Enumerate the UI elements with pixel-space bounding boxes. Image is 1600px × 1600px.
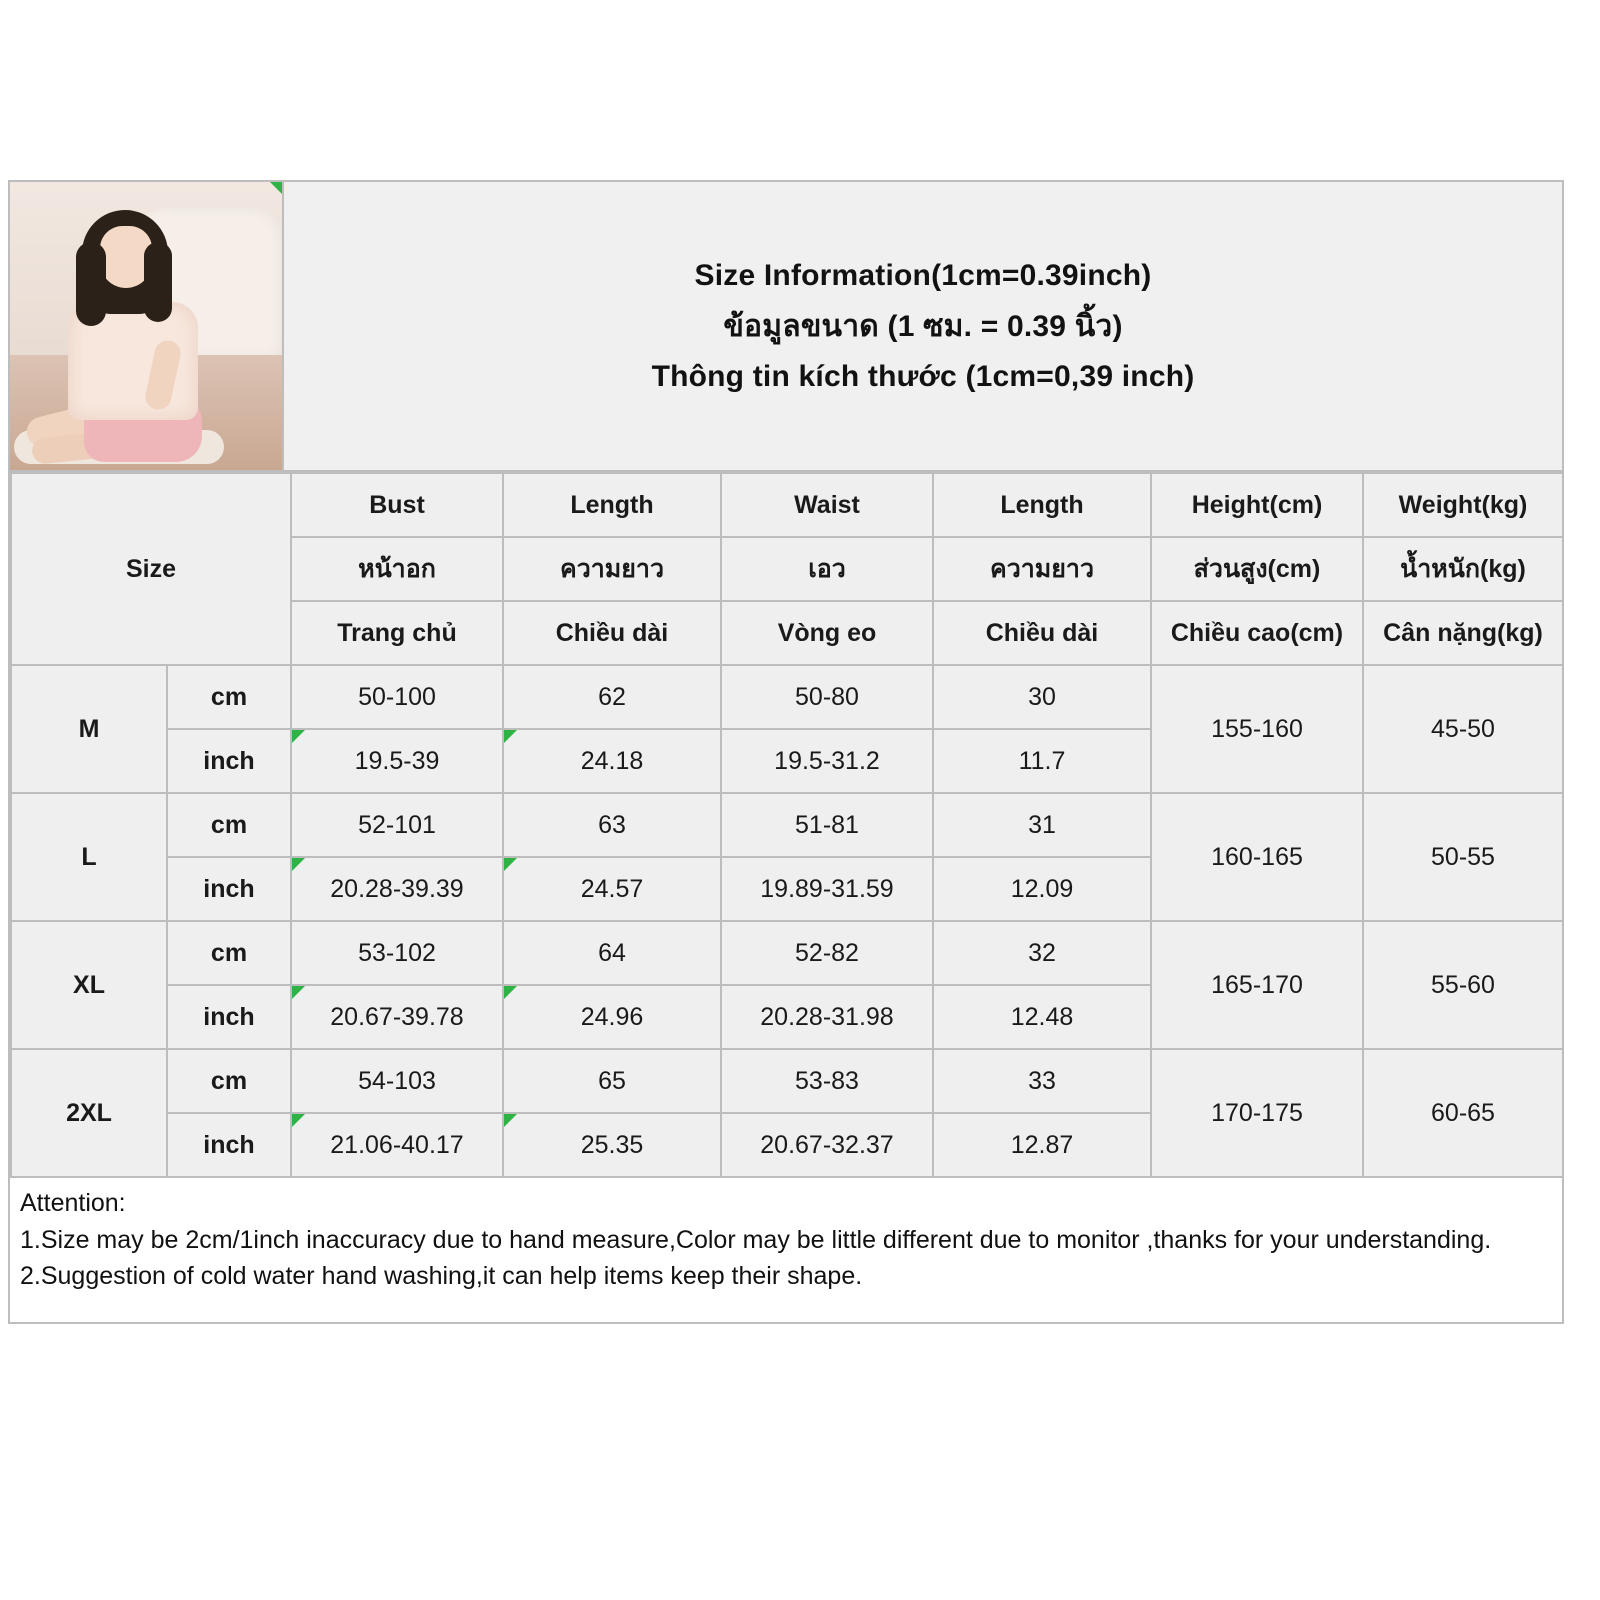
col-header-waist-vi: Vòng eo xyxy=(721,601,933,665)
xl-cm-bust: 53-102 xyxy=(291,921,503,985)
xxl-cm-length2: 33 xyxy=(933,1049,1151,1113)
title-line-th: ข้อมูลขนาด (1 ซม. = 0.39 นิ้ว) xyxy=(723,309,1123,343)
attention-block xyxy=(10,1178,1562,1322)
col-header-length2-en: Length xyxy=(933,473,1151,537)
attention-line-1: 1.Size may be 2cm/1inch inaccuracy due to hand measure,Color may be little different due to monitor ,thanks for your understanding. xyxy=(20,1225,1492,1254)
xl-inch-length1: 24.96 xyxy=(503,985,721,1049)
model-photo xyxy=(10,182,284,470)
table-row xyxy=(11,665,1563,729)
col-header-bust-th: หน้าอก xyxy=(291,537,503,601)
col-header-waist-th: เอว xyxy=(721,537,933,601)
unit-inch-2xl: inch xyxy=(167,1113,291,1177)
col-header-bust-en: Bust xyxy=(291,473,503,537)
l-cm-length2: 31 xyxy=(933,793,1151,857)
unit-inch-xl: inch xyxy=(167,985,291,1049)
unit-cm-2xl: cm xyxy=(167,1049,291,1113)
table-row xyxy=(11,793,1563,857)
m-inch-waist: 19.5-31.2 xyxy=(721,729,933,793)
xxl-inch-bust: 21.06-40.17 xyxy=(291,1113,503,1177)
table-row xyxy=(11,1049,1563,1113)
unit-cm-xl: cm xyxy=(167,921,291,985)
m-cm-length2: 30 xyxy=(933,665,1151,729)
green-corner-marker-icon xyxy=(292,1114,305,1127)
col-header-weight-vi: Cân nặng(kg) xyxy=(1363,601,1563,665)
attention-heading: Attention: xyxy=(20,1189,126,1217)
l-inch-waist: 19.89-31.59 xyxy=(721,857,933,921)
xxl-inch-length1: 25.35 xyxy=(503,1113,721,1177)
l-cm-bust: 52-101 xyxy=(291,793,503,857)
col-header-height-vi: Chiều cao(cm) xyxy=(1151,601,1363,665)
xl-cm-waist: 52-82 xyxy=(721,921,933,985)
unit-cm-m: cm xyxy=(167,665,291,729)
l-cm-length1: 63 xyxy=(503,793,721,857)
col-header-length1-th: ความยาว xyxy=(503,537,721,601)
col-header-weight-en: Weight(kg) xyxy=(1363,473,1563,537)
col-header-length1-en: Length xyxy=(503,473,721,537)
l-inch-bust: 20.28-39.39 xyxy=(291,857,503,921)
chart-header-band xyxy=(10,182,1562,472)
unit-cm-l: cm xyxy=(167,793,291,857)
green-corner-marker-icon xyxy=(504,986,517,999)
unit-inch-m: inch xyxy=(167,729,291,793)
col-header-length2-th: ความยาว xyxy=(933,537,1151,601)
green-corner-marker-icon xyxy=(292,986,305,999)
green-corner-marker-icon xyxy=(292,730,305,743)
size-word-cell: Size xyxy=(11,473,291,665)
m-cm-waist: 50-80 xyxy=(721,665,933,729)
xxl-inch-waist: 20.67-32.37 xyxy=(721,1113,933,1177)
m-height: 155-160 xyxy=(1151,665,1363,793)
xxl-cm-bust: 54-103 xyxy=(291,1049,503,1113)
xl-weight: 55-60 xyxy=(1363,921,1563,1049)
l-inch-length2: 12.09 xyxy=(933,857,1151,921)
size-table xyxy=(10,472,1564,1178)
m-inch-length1: 24.18 xyxy=(503,729,721,793)
size-chart-sheet xyxy=(8,180,1564,1324)
green-corner-marker-icon xyxy=(268,182,284,196)
xxl-cm-length1: 65 xyxy=(503,1049,721,1113)
m-inch-bust: 19.5-39 xyxy=(291,729,503,793)
col-header-length1-vi: Chiều dài xyxy=(503,601,721,665)
m-weight: 45-50 xyxy=(1363,665,1563,793)
green-corner-marker-icon xyxy=(292,858,305,871)
xl-inch-waist: 20.28-31.98 xyxy=(721,985,933,1049)
size-label-2xl: 2XL xyxy=(11,1049,167,1177)
col-header-waist-en: Waist xyxy=(721,473,933,537)
col-header-height-th: ส่วนสูง(cm) xyxy=(1151,537,1363,601)
table-row xyxy=(11,921,1563,985)
l-weight: 50-55 xyxy=(1363,793,1563,921)
title-line-vi: Thông tin kích thước (1cm=0,39 inch) xyxy=(651,359,1195,393)
chart-title-block xyxy=(284,182,1562,470)
xl-cm-length1: 64 xyxy=(503,921,721,985)
unit-inch-l: inch xyxy=(167,857,291,921)
col-header-height-en: Height(cm) xyxy=(1151,473,1363,537)
header-row-en xyxy=(11,473,1563,537)
m-cm-bust: 50-100 xyxy=(291,665,503,729)
xxl-weight: 60-65 xyxy=(1363,1049,1563,1177)
m-cm-length1: 62 xyxy=(503,665,721,729)
size-label-m: M xyxy=(11,665,167,793)
xl-height: 165-170 xyxy=(1151,921,1363,1049)
photo-hair-right xyxy=(144,242,172,322)
green-corner-marker-icon xyxy=(504,1114,517,1127)
xxl-cm-waist: 53-83 xyxy=(721,1049,933,1113)
l-height: 160-165 xyxy=(1151,793,1363,921)
title-line-en: Size Information(1cm=0.39inch) xyxy=(694,258,1152,292)
xxl-inch-length2: 12.87 xyxy=(933,1113,1151,1177)
green-corner-marker-icon xyxy=(504,858,517,871)
xl-inch-length2: 12.48 xyxy=(933,985,1151,1049)
col-header-weight-th: น้ำหนัก(kg) xyxy=(1363,537,1563,601)
size-label-xl: XL xyxy=(11,921,167,1049)
xxl-height: 170-175 xyxy=(1151,1049,1363,1177)
l-cm-waist: 51-81 xyxy=(721,793,933,857)
attention-line-2: 2.Suggestion of cold water hand washing,it can help items keep their shape. xyxy=(20,1262,863,1290)
col-header-bust-vi: Trang chủ xyxy=(291,601,503,665)
photo-hair-left xyxy=(76,242,106,326)
size-label-l: L xyxy=(11,793,167,921)
xl-cm-length2: 32 xyxy=(933,921,1151,985)
m-inch-length2: 11.7 xyxy=(933,729,1151,793)
col-header-length2-vi: Chiều dài xyxy=(933,601,1151,665)
xl-inch-bust: 20.67-39.78 xyxy=(291,985,503,1049)
l-inch-length1: 24.57 xyxy=(503,857,721,921)
green-corner-marker-icon xyxy=(504,730,517,743)
